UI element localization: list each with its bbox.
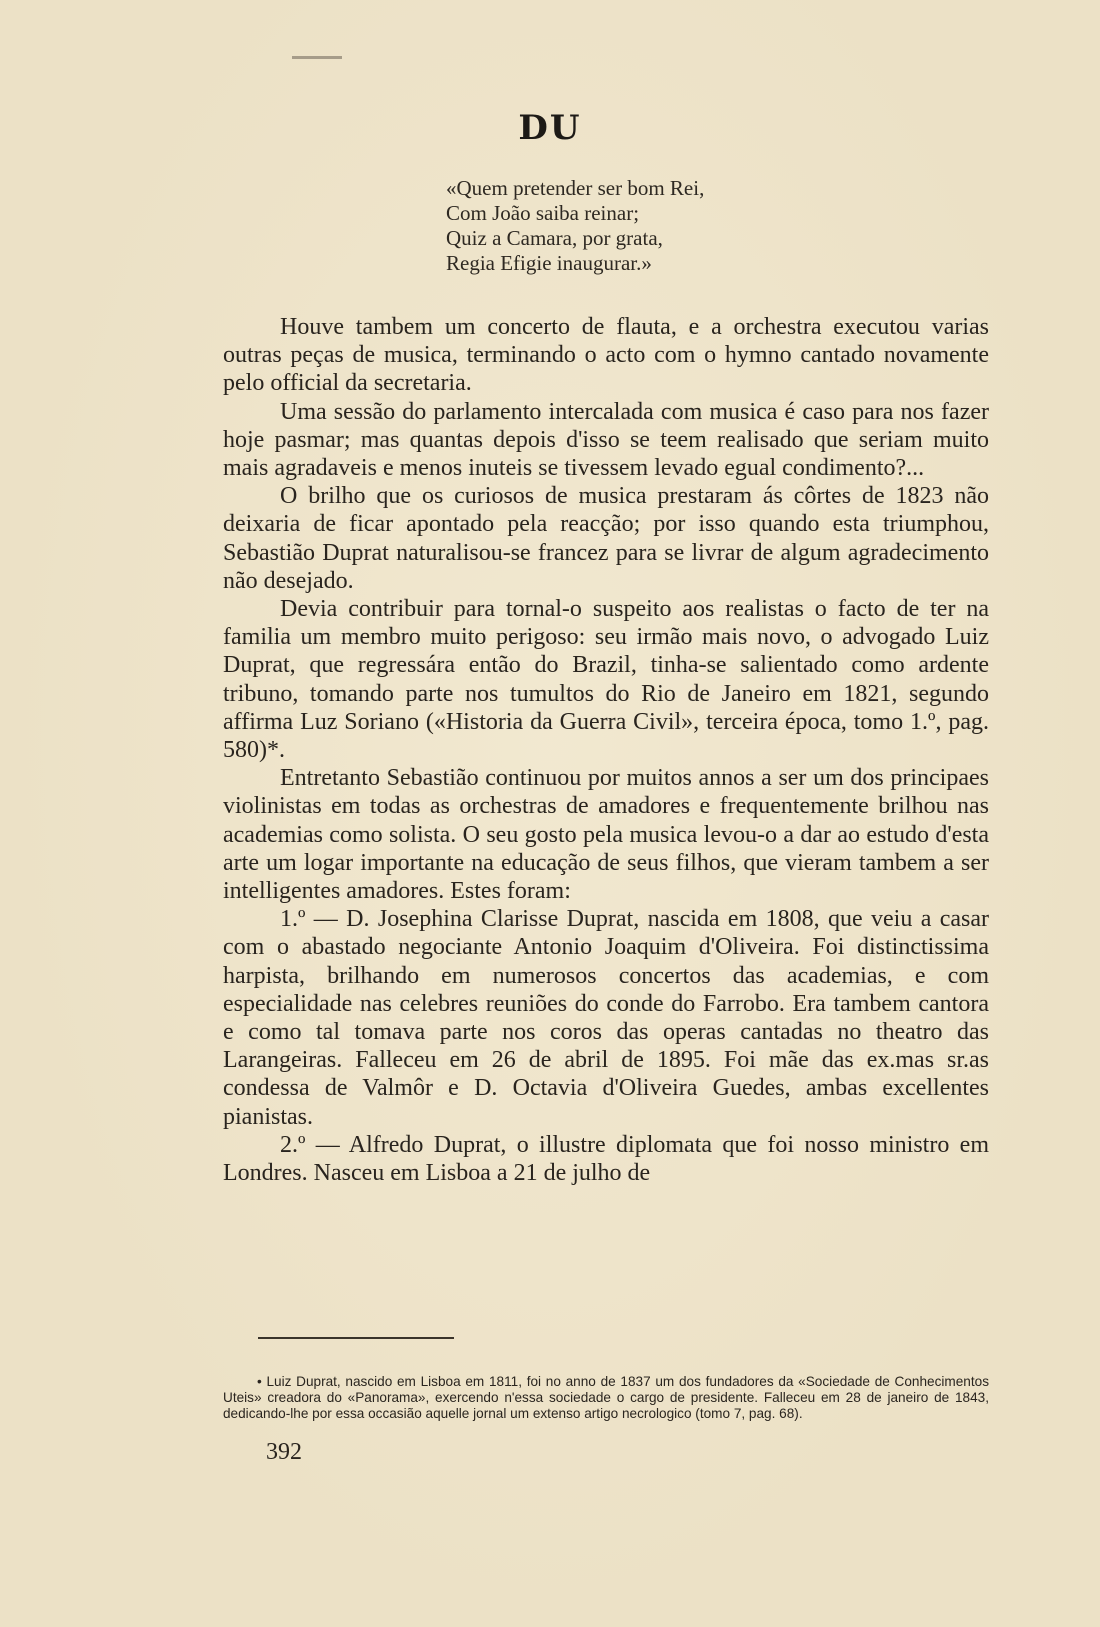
paragraph: Houve tambem um concerto de flauta, e a orchestra executou varias outras peças de musica, terminando o acto com o hymno cantado novamente pelo official da secretaria. <box>223 314 989 397</box>
footnote-text: • Luiz Duprat, nascido em Lisboa em 1811, foi no anno de 1837 um dos fundadores da «Sociedade de Conhecimentos Uteis» creadora do «Panorama», exercendo n'essa sociedade o cargo de presidente. Falleceu em 28 de janeiro de 1843, dedicando-lhe por essa occasião aquelle jornal um extenso artigo necrologico (tomo 7, pag. 68). <box>223 1374 989 1422</box>
footnote-divider <box>258 1337 454 1339</box>
verse-line: Regia Efigie inaugurar.» <box>446 251 652 275</box>
paragraph: Devia contribuir para tornal-o suspeito aos realistas o facto de ter na familia um membro muito perigoso: seu irmão mais novo, o advogado Luiz Duprat, que regressára então do Brazil, tinha-se salientado como ardente tribuno, tomando parte nos tumultos do Rio de Janeiro em 1821, segundo affirma Luz Soriano («Historia da Guerra Civil», terceira época, tomo 1.º, pag. 580)*. <box>223 596 989 764</box>
print-mark <box>292 56 342 59</box>
verse-line: «Quem pretender ser bom Rei, <box>446 176 705 200</box>
paragraph: Uma sessão do parlamento intercalada com musica é caso para nos fazer hoje pasmar; mas quantas depois d'isso se teem realisado que seriam muito mais agradaveis e menos inuteis se tivessem levado egual condimento?... <box>223 398 989 482</box>
paragraph: 1.º — D. Josephina Clarisse Duprat, nascida em 1808, que veiu a casar com o abastado negociante Antonio Joaquim d'Oliveira. Foi distinctissima harpista, brilhando em numerosos concertos das academias, e com especialidade nas celebres reuniões do conde do Farrobo. Era tambem cantora e como tal tomava parte nos coros das operas cantadas no theatro das Larangeiras. Falleceu em 26 de abril de 1895. Foi mãe das ex.mas sr.as condessa de Valmôr e D. Octavia d'Oliveira Guedes, ambas excellentes pianistas. <box>223 906 989 1130</box>
page-number: 392 <box>266 1439 302 1465</box>
paragraph: O brilho que os curiosos de musica prestaram ás côrtes de 1823 não deixaria de ficar apontado pela reacção; por isso quando esta triumphou, Sebastião Duprat naturalisou-se francez para se livrar de algum agradecimento não desejado. <box>223 483 989 594</box>
footnote <box>223 1374 989 1423</box>
verse-line: Com João saiba reinar; <box>446 201 640 225</box>
verse-line: Quiz a Camara, por grata, <box>446 226 663 250</box>
running-header: DU <box>518 108 582 148</box>
paragraph: 2.º — Alfredo Duprat, o illustre diplomata que foi nosso ministro em Londres. Nasceu em Lisboa a 21 de julho de <box>223 1131 989 1187</box>
paragraph: Entretanto Sebastião continuou por muitos annos a ser um dos principaes violinistas em todas as orchestras de amadores e frequentemente brilhou nas academias como solista. O seu gosto pela musica levou-o a dar ao estudo d'esta arte um logar importante na educação de seus filhos, que vieram tambem a ser intelligentes amadores. Estes foram: <box>223 765 989 905</box>
verse-quote <box>446 176 704 276</box>
main-text <box>223 313 989 1187</box>
